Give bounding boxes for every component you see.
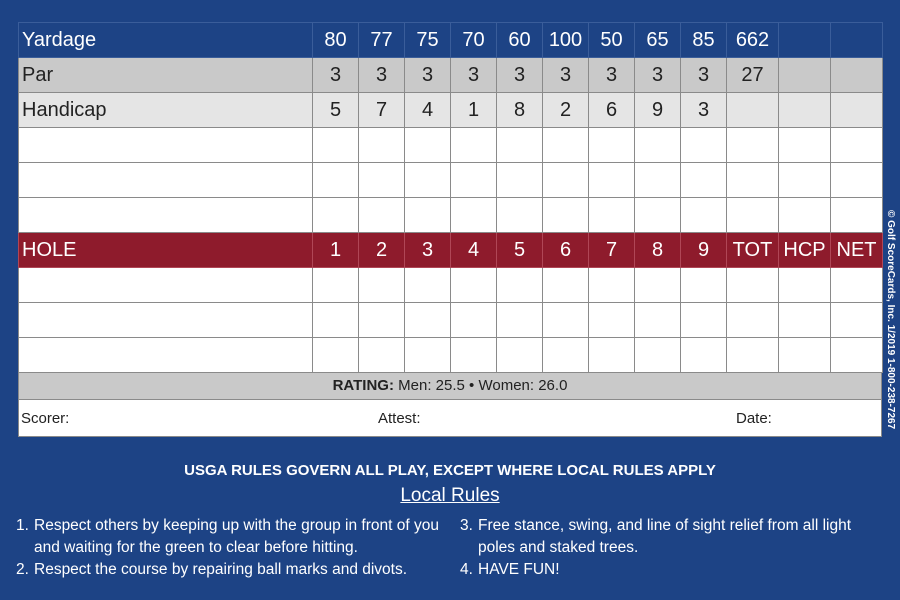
score-cell[interactable]	[681, 128, 727, 163]
score-cell[interactable]	[313, 338, 359, 373]
hole-cell: 9	[681, 233, 727, 268]
score-cell[interactable]	[831, 198, 883, 233]
hole-cell: 6	[543, 233, 589, 268]
hole-cell: 5	[497, 233, 543, 268]
handicap-cell	[727, 93, 779, 128]
row-label: Par	[19, 58, 313, 93]
score-cell[interactable]	[589, 268, 635, 303]
score-cell[interactable]	[543, 338, 589, 373]
yardage-cell	[831, 23, 883, 58]
score-cell[interactable]	[779, 268, 831, 303]
score-cell[interactable]	[313, 163, 359, 198]
handicap-cell	[779, 93, 831, 128]
par-row	[19, 58, 883, 93]
score-cell[interactable]	[405, 163, 451, 198]
score-cell[interactable]	[359, 268, 405, 303]
par-cell: 3	[497, 58, 543, 93]
signature-row	[18, 400, 882, 437]
score-cell[interactable]	[589, 198, 635, 233]
hole-row	[19, 233, 883, 268]
yardage-cell: 80	[313, 23, 359, 58]
handicap-cell: 3	[681, 93, 727, 128]
score-cell[interactable]	[359, 163, 405, 198]
score-cell[interactable]	[451, 128, 497, 163]
score-cell[interactable]	[589, 338, 635, 373]
score-cell[interactable]	[681, 198, 727, 233]
scorer-field[interactable]: Scorer:	[21, 410, 70, 427]
score-cell[interactable]	[543, 128, 589, 163]
handicap-cell: 5	[313, 93, 359, 128]
score-cell[interactable]	[405, 303, 451, 338]
local-rules-title: Local Rules	[400, 485, 500, 506]
score-cell[interactable]	[589, 303, 635, 338]
yardage-cell: 85	[681, 23, 727, 58]
player-row	[19, 303, 883, 338]
handicap-cell: 8	[497, 93, 543, 128]
score-cell[interactable]	[589, 163, 635, 198]
score-cell[interactable]	[831, 303, 883, 338]
rating-men: Men: 25.5	[398, 377, 465, 394]
player-row	[19, 128, 883, 163]
score-cell[interactable]	[681, 268, 727, 303]
rating-label: RATING:	[332, 377, 394, 394]
score-cell[interactable]	[497, 163, 543, 198]
score-cell[interactable]	[779, 198, 831, 233]
rules-column-left	[16, 515, 446, 581]
score-cell[interactable]	[313, 268, 359, 303]
score-cell[interactable]	[635, 338, 681, 373]
score-cell[interactable]	[635, 128, 681, 163]
player-name-cell[interactable]	[19, 303, 313, 338]
score-cell[interactable]	[313, 198, 359, 233]
score-table	[18, 22, 883, 373]
rating-separator: •	[469, 377, 475, 394]
par-cell: 27	[727, 58, 779, 93]
player-name-cell[interactable]	[19, 268, 313, 303]
copyright-notice	[878, 210, 900, 450]
copyright-text: © Golf ScoreCards, Inc. 1/2019 1-800-238-7267	[885, 210, 896, 430]
score-cell[interactable]	[359, 338, 405, 373]
scorecard	[18, 22, 882, 437]
score-cell[interactable]	[831, 338, 883, 373]
yardage-cell: 662	[727, 23, 779, 58]
player-row	[19, 268, 883, 303]
yardage-cell: 100	[543, 23, 589, 58]
score-cell[interactable]	[681, 338, 727, 373]
rule-text: Respect others by keeping up with the group in front of you and waiting for the green to clear before hitting.	[34, 517, 439, 556]
score-cell[interactable]	[779, 303, 831, 338]
yardage-cell: 65	[635, 23, 681, 58]
player-name-cell[interactable]	[19, 128, 313, 163]
player-row	[19, 338, 883, 373]
handicap-cell: 1	[451, 93, 497, 128]
score-cell[interactable]	[727, 338, 779, 373]
score-cell[interactable]	[681, 163, 727, 198]
rules-heading: USGA RULES GOVERN ALL PLAY, EXCEPT WHERE LOCAL RULES APPLY	[184, 462, 716, 479]
score-cell[interactable]	[727, 128, 779, 163]
score-cell[interactable]	[681, 303, 727, 338]
score-cell[interactable]	[727, 163, 779, 198]
score-cell[interactable]	[727, 303, 779, 338]
rules-column-right	[460, 515, 890, 581]
handicap-row	[19, 93, 883, 128]
par-cell: 3	[451, 58, 497, 93]
score-cell[interactable]	[313, 128, 359, 163]
hole-cell: NET	[831, 233, 883, 268]
rule-number: 2.	[16, 561, 29, 578]
yardage-cell: 50	[589, 23, 635, 58]
yardage-cell: 75	[405, 23, 451, 58]
handicap-cell: 4	[405, 93, 451, 128]
player-name-cell[interactable]	[19, 338, 313, 373]
handicap-cell: 7	[359, 93, 405, 128]
player-name-cell[interactable]	[19, 163, 313, 198]
handicap-cell: 2	[543, 93, 589, 128]
par-cell: 3	[635, 58, 681, 93]
handicap-cell: 9	[635, 93, 681, 128]
score-cell[interactable]	[831, 128, 883, 163]
score-cell[interactable]	[451, 338, 497, 373]
score-cell[interactable]	[543, 303, 589, 338]
score-cell[interactable]	[635, 163, 681, 198]
yardage-cell: 70	[451, 23, 497, 58]
rule-item	[16, 515, 446, 559]
hole-cell: 1	[313, 233, 359, 268]
rule-number: 1.	[16, 517, 29, 534]
par-cell: 3	[681, 58, 727, 93]
rule-text: Free stance, swing, and line of sight relief from all light poles and staked trees.	[478, 517, 852, 556]
par-cell	[831, 58, 883, 93]
hole-cell: HCP	[779, 233, 831, 268]
hole-cell: 3	[405, 233, 451, 268]
yardage-cell	[779, 23, 831, 58]
handicap-cell: 6	[589, 93, 635, 128]
rule-item	[460, 559, 890, 581]
par-cell	[779, 58, 831, 93]
hole-cell: 7	[589, 233, 635, 268]
par-cell: 3	[543, 58, 589, 93]
score-cell[interactable]	[451, 303, 497, 338]
par-cell: 3	[313, 58, 359, 93]
rating-women: Women: 26.0	[478, 377, 568, 394]
player-name-cell[interactable]	[19, 198, 313, 233]
score-cell[interactable]	[359, 303, 405, 338]
score-cell[interactable]	[589, 128, 635, 163]
row-label: HOLE	[19, 233, 313, 268]
hole-cell: 2	[359, 233, 405, 268]
score-cell[interactable]	[405, 198, 451, 233]
score-cell[interactable]	[497, 303, 543, 338]
score-cell[interactable]	[779, 163, 831, 198]
score-cell[interactable]	[359, 198, 405, 233]
par-cell: 3	[359, 58, 405, 93]
score-cell[interactable]	[635, 268, 681, 303]
score-cell[interactable]	[635, 198, 681, 233]
score-cell[interactable]	[727, 268, 779, 303]
score-cell[interactable]	[543, 198, 589, 233]
rule-number: 4.	[460, 561, 473, 578]
rule-item	[16, 559, 446, 581]
par-cell: 3	[589, 58, 635, 93]
row-label: Handicap	[19, 93, 313, 128]
score-cell[interactable]	[405, 128, 451, 163]
score-cell[interactable]	[831, 163, 883, 198]
score-cell[interactable]	[405, 268, 451, 303]
rule-item	[460, 515, 890, 559]
yardage-row	[19, 23, 883, 58]
score-cell[interactable]	[497, 198, 543, 233]
score-cell[interactable]	[779, 338, 831, 373]
attest-field[interactable]: Attest:	[378, 410, 421, 427]
row-label: Yardage	[19, 23, 313, 58]
handicap-cell	[831, 93, 883, 128]
score-cell[interactable]	[451, 198, 497, 233]
rating-bar	[18, 373, 882, 400]
yardage-cell: 77	[359, 23, 405, 58]
score-cell[interactable]	[497, 338, 543, 373]
score-cell[interactable]	[635, 303, 681, 338]
score-cell[interactable]	[543, 163, 589, 198]
score-cell[interactable]	[451, 163, 497, 198]
score-cell[interactable]	[727, 198, 779, 233]
rule-number: 3.	[460, 517, 473, 534]
score-cell[interactable]	[313, 303, 359, 338]
score-cell[interactable]	[405, 338, 451, 373]
score-cell[interactable]	[831, 268, 883, 303]
rule-text: HAVE FUN!	[478, 561, 560, 578]
player-row	[19, 163, 883, 198]
date-field[interactable]: Date:	[736, 410, 772, 427]
score-cell[interactable]	[359, 128, 405, 163]
player-row	[19, 198, 883, 233]
yardage-cell: 60	[497, 23, 543, 58]
hole-cell: TOT	[727, 233, 779, 268]
score-cell[interactable]	[497, 128, 543, 163]
hole-cell: 4	[451, 233, 497, 268]
score-cell[interactable]	[543, 268, 589, 303]
score-cell[interactable]	[779, 128, 831, 163]
score-cell[interactable]	[451, 268, 497, 303]
hole-cell: 8	[635, 233, 681, 268]
score-cell[interactable]	[497, 268, 543, 303]
par-cell: 3	[405, 58, 451, 93]
rule-text: Respect the course by repairing ball marks and divots.	[34, 561, 408, 578]
